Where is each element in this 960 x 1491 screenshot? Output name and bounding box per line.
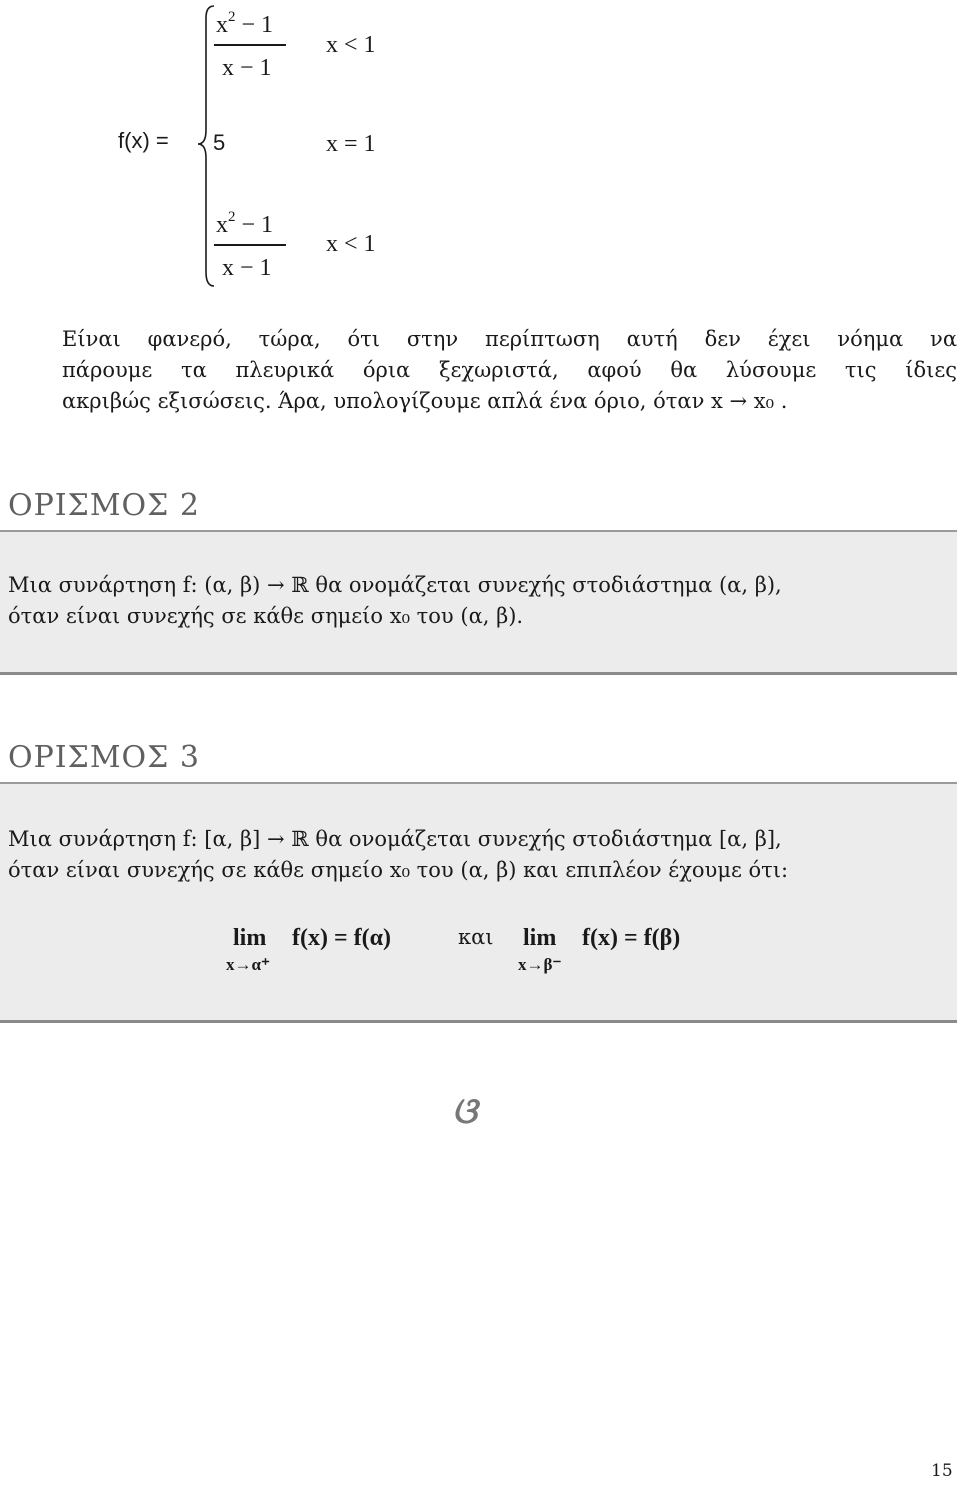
case-3-fraction-bar bbox=[214, 244, 286, 246]
limit-left-subscript: x→α⁺ bbox=[226, 955, 270, 974]
limit-right-subscript: x→β⁻ bbox=[518, 955, 562, 974]
limit-left-expression: f(x) = f(α) bbox=[292, 925, 392, 951]
case-2-condition: x = 1 bbox=[326, 131, 376, 157]
limit-connector: και bbox=[458, 925, 494, 949]
case-1-fraction-bar bbox=[214, 44, 286, 46]
definition-3-heading: ΟΡΙΣΜΟΣ 3 bbox=[8, 740, 200, 775]
paragraph-line-1: Είναι φανερό, τώρα, ότι στην περίπτωση αυτή δεν έχει νόημα να bbox=[62, 327, 957, 351]
page-number: 15 bbox=[931, 1461, 953, 1481]
limit-right-lim: lim bbox=[523, 925, 557, 951]
definition-2-line-1: Μια συνάρτηση f: (α, β) → ℝ θα ονομάζεται συνεχής στοδιάστημα (α, β), bbox=[8, 573, 782, 597]
function-lhs: f(x) = bbox=[118, 128, 169, 153]
definition-3-line-1: Μια συνάρτηση f: [α, β] → ℝ θα ονομάζεται συνεχής στοδιάστημα [α, β], bbox=[8, 827, 782, 851]
case-1-condition: x < 1 bbox=[326, 32, 376, 58]
definition-2-box bbox=[0, 530, 957, 675]
case-3-condition: x < 1 bbox=[326, 231, 376, 257]
case-3-numerator: $x^2 - 1$ bbox=[216, 209, 274, 238]
case-1-numerator: $x^2 - 1$ bbox=[216, 9, 274, 38]
case-3-denominator: x − 1 bbox=[222, 255, 272, 281]
definition-2-heading: ΟΡΙΣΜΟΣ 2 bbox=[8, 488, 200, 523]
definition-2-line-2: όταν είναι συνεχής σε κάθε σημείο x₀ του (α, β). bbox=[8, 604, 524, 628]
definition-3-line-2: όταν είναι συνεχής σε κάθε σημείο x₀ του (α, β) και επιπλέον έχουμε ότι: bbox=[8, 858, 789, 882]
case-2-value: 5 bbox=[213, 130, 226, 155]
limit-left-lim: lim bbox=[233, 925, 267, 951]
definition-3-box bbox=[0, 782, 957, 1023]
case-1-denominator: x − 1 bbox=[222, 55, 272, 81]
definition-3-text bbox=[8, 824, 953, 886]
paragraph-line-3: ακριβώς εξισώσεις. Άρα, υπολογίζουμε απλά ένα όριο, όταν x → x₀ . bbox=[62, 389, 788, 413]
limit-right-expression: f(x) = f(β) bbox=[582, 925, 681, 951]
paragraph-line-2: πάρουμε τα πλευρικά όρια ξεχωριστά, αφού θα λύσουμε τις ίδιες bbox=[62, 358, 957, 382]
definition-2-text bbox=[8, 570, 953, 632]
decorative-ornament-icon: ଓ bbox=[452, 1090, 477, 1132]
explanation-paragraph bbox=[62, 324, 957, 417]
